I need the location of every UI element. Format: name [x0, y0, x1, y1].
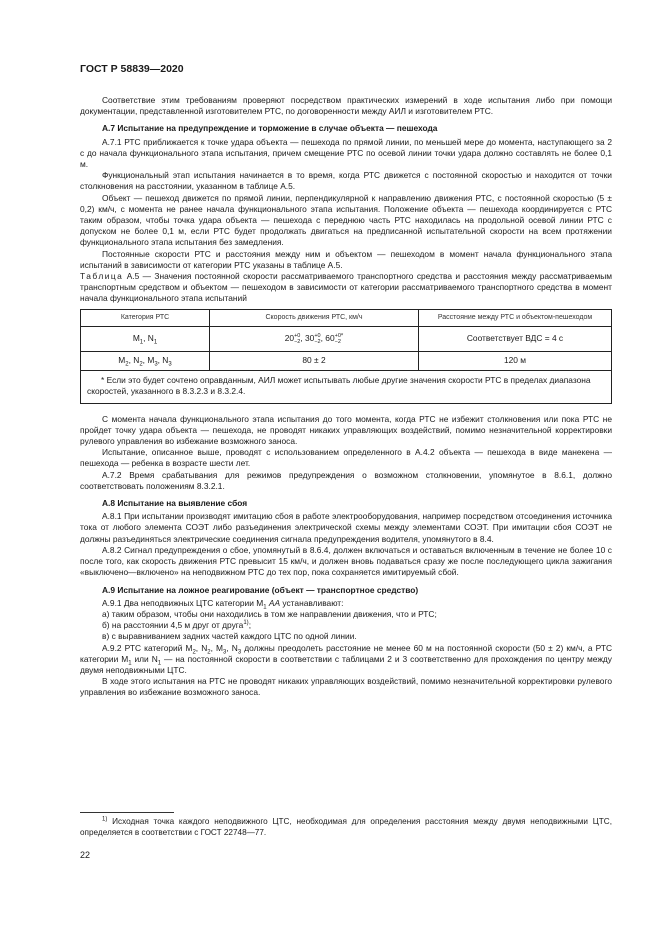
paragraph: А.7.1 РТС приближается к точке удара объекта — пешехода по прямой линии, по меньшей мере до момента, наступающего за 2 с до начала функционального этапа испытания, причем смещение РТС по осевой линии точки удара должно составлять не более 0,1 м.	[80, 136, 612, 170]
table-caption-label: Таблица	[80, 271, 124, 282]
paragraph: Объект — пешеход движется по прямой линии, перпендикулярной к направлению движения РТС, с постоянной скоростью (5 ± 0,2) км/ч, с момента не ранее начала функционального этапа испытания. Положение объекта — пешехода координируется с РТС таким образом, чтобы точка удара объекта — пешехода с переднюю часть РТС находилась на продольной осевой линии РТС с допуском не более 0,1 м, если РТС будет продолжать двигаться на предписанной испытательной скорости на всем протяжении функционального этапа испытания без замедления.	[80, 192, 612, 248]
footnote-rule	[80, 812, 174, 813]
section-heading-a9: А.9 Испытание на ложное реагирование (объект — транспортное средство)	[102, 584, 419, 595]
section-heading-a7: А.7 Испытание на предупреждение и торможение в случае объекта — пешехода	[102, 123, 438, 134]
table-header-cell: Категория РТС	[81, 309, 210, 326]
main-text	[80, 95, 612, 699]
table-a5	[80, 309, 612, 404]
table-caption	[80, 271, 612, 305]
table-header-cell: Расстояние между РТС и объектом-пешеходом	[419, 309, 612, 326]
table-cell-speed: 80 ± 2	[210, 351, 419, 370]
paragraph: С момента начала функционального этапа испытания до того момента, когда РТС не избежит столкновения или пока РТС не пройдет точку удара объекта — пешехода, не проводят никаких управляющих воздействий, помимо незначительной корректировки рулевого управления во избежание возможного заноса.	[80, 413, 612, 447]
list-item: б) на расстоянии 4,5 м друг от друга$^{1)}$;	[102, 620, 252, 631]
standard-header: ГОСТ Р 58839—2020	[80, 63, 184, 75]
list-item: а) таким образом, чтобы они находились в том же направлении движения, что и РТС;	[102, 608, 437, 619]
paragraph: Соответствие этим требованиям проверяют посредством практических измерений в ходе испытания либо при помощи документации, представленной изготовителем РТС, по договоренности между АИЛ и изготовителем РТС.	[80, 95, 612, 117]
table-cell-category: $M_1$, $N_1$	[81, 326, 210, 351]
paragraph: Функциональный этап испытания начинается в то время, когда РТС движется с постоянной скоростью и находится от точки столкновения на расстоянии, указанном в таблице А.5.	[80, 170, 612, 192]
table-cell-speed: 20+0 −2, 30+0 −2, 60+0 −2*	[210, 326, 419, 351]
footnote: $^{1)}$ Исходная точка каждого неподвижного ЦТС, необходимая для определения расстояния между двумя неподвижными ЦТС, определяется в соответствии с ГОСТ 22748—77.	[80, 816, 612, 837]
table-header-cell: Скорость движения РТС, км/ч	[210, 309, 419, 326]
paragraph: Испытание, описанное выше, проводят с использованием определенного в А.4.2 объекта — пешехода в виде манекена — пешехода — ребенка в возрасте шести лет.	[80, 447, 612, 469]
table-cell-category: $M_2$, $N_2$, $M_3$, $N_3$	[81, 351, 210, 370]
table-row	[81, 326, 612, 351]
section-heading-a8: А.8 Испытание на выявление сбоя	[102, 498, 248, 509]
table-cell-distance: Соответствует ВДС = 4 с	[419, 326, 612, 351]
paragraph: А.9.1 Два неподвижных ЦТС категории $M_1$ AA устанавливают:	[102, 597, 344, 611]
paragraph: А.7.2 Время срабатывания для режимов предупреждения о возможном столкновении, упомянутое в 8.6.1, должно соответствовать положениям 8.3.2.1.	[80, 469, 612, 491]
table-note: * Если это будет сочтено оправданным, АИЛ может испытывать любые другие значения скорости РТС в пределах диапазона скоростей, указанного в 8.3.2.3 и 8.3.2.4.	[81, 370, 612, 403]
table-caption-text: А.5 — Значения постоянной скорости рассматриваемого транспортного средства и расстояния между рассматриваемым транспортным средством и объектом — пешеходом в зависимости от категории рассматриваемого транспортного средства в момент начала функционального этапа испытаний	[80, 271, 612, 304]
page-number: 22	[80, 850, 91, 860]
table-cell-distance: 120 м	[419, 351, 612, 370]
paragraph: Постоянные скорости РТС и расстояния между ним и объектом — пешеходом в момент начала функционального этапа испытаний в зависимости от категории РТС указаны в таблице А.5.	[80, 248, 612, 270]
paragraph: А.9.2 РТС категорий $M_2$, $N_2$, $M_3$, $N_3$ должны преодолеть расстояние не менее 60 м на постоянной скорости (50 ± 2) км/ч, а РТС категории $M_1$ или $N_1$ — на постоянной скорости в соответствии с таблицами 2 и 3 соответственно для прохождения по центру между двумя неподвижными ЦТС.	[80, 642, 613, 675]
table-row	[81, 351, 612, 370]
paragraph: А.8.2 Сигнал предупреждения о сбое, упомянутый в 8.6.4, должен включаться и оставаться включенным в течение не более 10 с после того, как скорость движения РТС превысит 15 км/ч, и должен вновь подаваться сразу же после последующего цикла зажигания «выключено—включено» на неподвижном РТС до тех пор, пока сохраняется имитируемый сбой.	[80, 544, 612, 578]
paragraph: А.8.1 При испытании производят имитацию сбоя в работе электрооборудования, например посредством отсоединения источника тока от любого элемента СОЭТ либо разъединения электрической схемы между элементами СОЭТ. При имитации сбоя СОЭТ не должны разъединяться электрические соединения сигнала предупреждения водителя, упомянутого в 8.4.	[80, 511, 612, 544]
paragraph: В ходе этого испытания на РТС не проводят никаких управляющих воздействий, помимо незначительной корректировки рулевого управления во избежание возможного заноса.	[80, 676, 612, 698]
list-item: в) с выравниванием задних частей каждого ЦТС по одной линии.	[102, 631, 357, 642]
